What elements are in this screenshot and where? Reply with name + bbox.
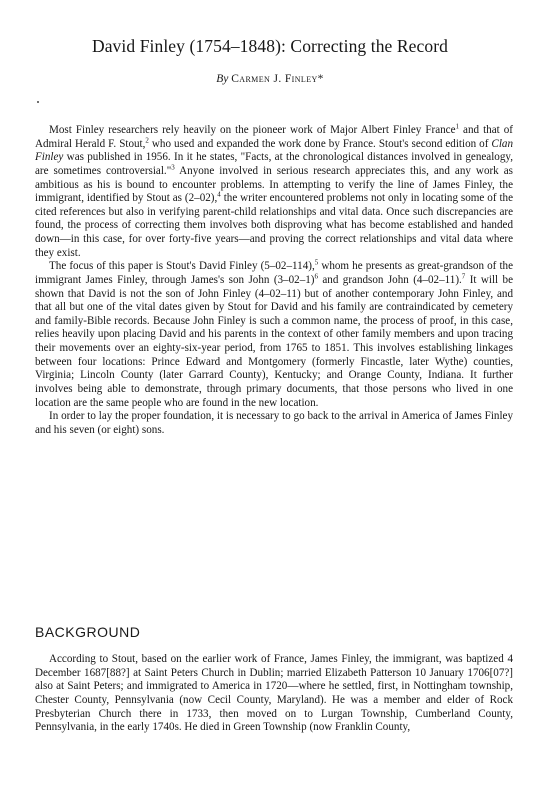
footnote-ref-5: 5 — [314, 258, 319, 267]
paragraph-3: In order to lay the proper foundation, it is necessary to go back to the arrival in America of James Finley and his seven (or eight) sons. — [35, 410, 513, 436]
footnote-ref-1: 1 — [455, 122, 460, 131]
footnote-ref-2: 2 — [145, 135, 149, 144]
paragraph-1 — [35, 124, 513, 260]
text-run: The focus of this paper is Stout's David Finley (5–02–114), — [49, 260, 315, 273]
text-run: and grandson John (4–02–11). — [317, 273, 462, 286]
article-title: David Finley (1754–1848): Correcting the Record — [91, 36, 449, 56]
text-run: Most Finley researchers rely heavily on the pioneer work of Major Albert Finley France — [49, 124, 456, 136]
text-run: Anyone involved in serious research appreciates this, and any work as ambitious as his is bound to encounter problems. In attempting to verify the line of James Finley, the immigrant, identified by Stout as (2–02), — [35, 164, 513, 205]
paragraph-2 — [35, 260, 513, 410]
author-name: Carmen J. Finley* — [231, 73, 324, 85]
text-run: It will be shown that David is not the son of John Finley (4–02–11) but of another contemporary John Finley, and that all but one of the vital dates given by Stout for David and his family are contraindicated by cemetery and family-Bible records. Because John Finley is such a common name, the process of proof, in this case, relies heavily upon placing David and his parents in the context of other family members and upon tracing their movements over an eighty-six-year period, from 1765 to 1851. This involves establishing linkages between four locations: Prince Edward and Montgomery (formerly Fincastle, later Wythe) counties, Virginia; Lincoln County (later Garrard County), Kentucky; and Orange County, Indiana. It further involves being able to demonstrate, through primary documents, that those persons who lived in one location are the same people who are found in the new location. — [35, 273, 513, 409]
text-run: the writer encountered problems not only in locating some of the cited references but also in verifying parent-child relationships and vital data. Once such discrepancies are found, the process of correcting them involves both disproving what has become established and handed down—in this case, for over forty-five years—and proving the correct relationships and vital data where they exist. — [35, 192, 513, 259]
text-run: was published in 1956. In it he states, "Facts, at the chronological distances involved in genealogy, are sometimes controversial." — [35, 151, 513, 177]
footnote-ref-4: 4 — [217, 190, 221, 199]
text-run: whom he presents as great-grandson of the immigrant James Finley, through James's son John (3–02–1) — [35, 260, 513, 286]
footnote-ref-6: 6 — [314, 272, 318, 281]
section-heading: BACKGROUND — [35, 624, 141, 640]
background-section — [35, 653, 513, 735]
author-byline — [0, 73, 540, 85]
book-title: Clan Finley — [35, 137, 513, 164]
text-run: and that of Admiral Herald F. Stout, — [35, 124, 513, 150]
intro-section — [35, 124, 513, 437]
footnote-ref-3: 3 — [171, 163, 175, 172]
text-run: who used and expanded the work done by France. Stout's second edition of — [148, 137, 492, 150]
scan-speck — [37, 101, 39, 103]
byline-prefix: By — [216, 73, 229, 85]
paragraph-4: According to Stout, based on the earlier work of France, James Finley, the immigrant, was baptized 4 December 1687[88?] at Saint Peters Church in Dublin; married Elizabeth Patterson 10 January 1706[07?] also at Saint Peters; and immigrated to America in 1720—where he settled, first, in Nottingham township, Chester County, Pennsylvania (now Cecil County, Maryland). He was a member and elder of Rock Presbyterian Church there in 1733, then moved on to Lurgan Township, Cumberland County, Pennsylvania, in the early 1740s. He died in Green Township (now Franklin County, — [35, 653, 513, 734]
footnote-ref-7: 7 — [461, 272, 466, 281]
